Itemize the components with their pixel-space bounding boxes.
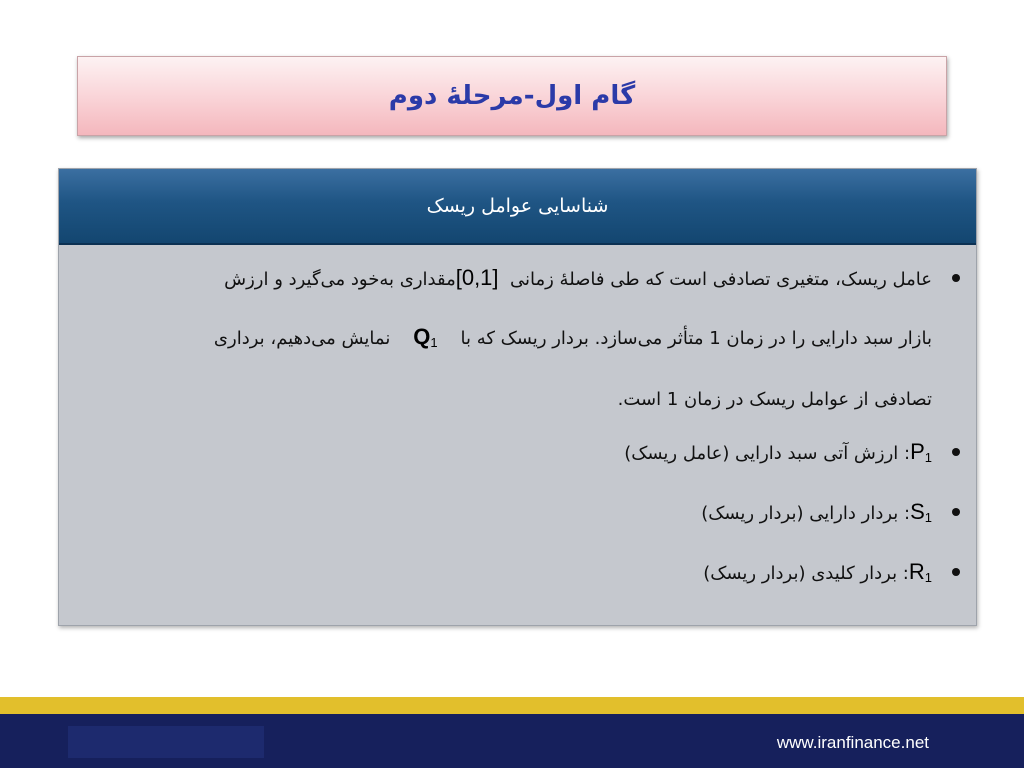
definition-text: : ارزش آتی سبد دارایی (عامل ریسک) [624,443,911,464]
definition-bullet [73,555,962,595]
footer-url: www.iranfinance.net [776,733,929,752]
footer-gold-band [0,697,1024,714]
risk-vector-letter: Q [413,324,431,349]
definition-symbol-subscript: 1 [924,510,932,525]
intro-line-1 [73,263,932,295]
risk-vector-symbol [413,322,437,358]
intro-text-2a: بازار سبد دارایی را در زمان 1 متأثر می‌سازد. بردار ریسک که با [460,328,932,349]
interval-label: [0,1] [455,265,499,290]
intro-text-3: تصادفی از عوامل ریسک در زمان 1 است. [617,389,932,410]
definition-symbol [909,555,932,595]
intro-text-1a: عامل ریسک، متغیری تصادفی است که طی فاصلهٔ زمانی [509,269,932,290]
definition-symbol-letter: P [910,439,925,464]
panel-content [73,263,962,595]
bullet-icon [952,448,960,456]
intro-text-2b: نمایش می‌دهیم، برداری [213,328,391,349]
bullet-icon [952,508,960,516]
definition-symbol [910,495,932,535]
definition-symbol-letter: R [908,559,925,584]
bullet-icon [952,568,960,576]
definition-text: : بردار دارایی (بردار ریسک) [701,503,911,524]
intro-text-1b: مقداری به‌خود می‌گیرد و ارزش [224,269,456,290]
panel-header [59,169,976,245]
definition-symbol-subscript: 1 [924,570,932,585]
definition-symbol-subscript: 1 [924,450,932,465]
intro-line-2 [73,322,932,358]
slide-title: گام اول-مرحلهٔ دوم [388,81,636,111]
definition-symbol-letter: S [910,499,925,524]
definition-text: : بردار کلیدی (بردار ریسک) [703,563,909,584]
panel-header-title: شناسایی عوامل ریسک [426,195,609,217]
definition-bullet [73,495,962,535]
intro-line-3 [73,385,932,415]
risk-vector-subscript: 1 [430,335,438,350]
intro-bullet [73,263,962,415]
slide-title-box [77,56,947,136]
definition-symbol [910,435,932,475]
definition-bullet [73,435,962,475]
footer-decorative-block [68,726,264,758]
bullet-icon [952,274,960,282]
content-panel [58,168,977,626]
